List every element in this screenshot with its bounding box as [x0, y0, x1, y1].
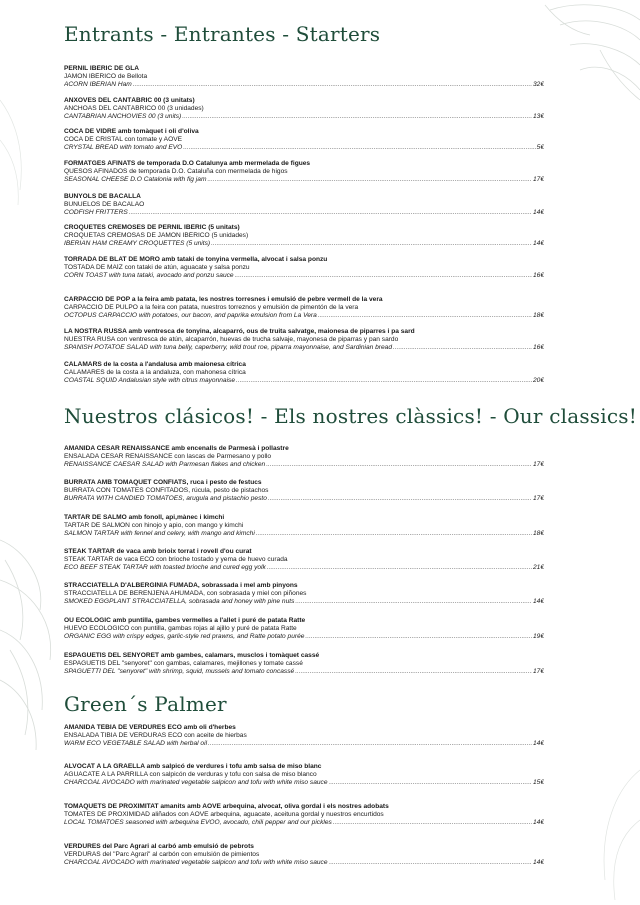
menu-item: [64, 514, 544, 539]
item-name-catalan: PERNIL IBÈRIC DE GLA: [64, 65, 139, 72]
menu-item: [64, 224, 544, 249]
item-name-spanish: BURRATA CON TOMATES CONFITADOS, rúcula, pesto de pistachos: [64, 487, 269, 495]
item-name-english: SEASONAL CHEESE D.O Catalonia with fig jam: [64, 176, 207, 184]
item-name-english-row: [64, 819, 544, 827]
item-name-spanish: COCA DE CRISTAL con tomate y AOVE: [64, 136, 182, 144]
item-name-english: RENAISSANCE CAESAR SALAD with Parmesan flakes and chicken: [64, 461, 266, 469]
item-price: 17€: [532, 495, 544, 503]
item-name-catalan: OU ECOLÒGIC amb puntilla, gambes vermelles a l'allet i puré de patata Ratte: [64, 617, 306, 624]
item-name-spanish: TOSTADA DE MAÍZ con tataki de atún, aguacate y salsa ponzu: [64, 264, 250, 272]
menu-item: [64, 652, 544, 677]
item-name-catalan: BURRATA AMB TOMAQUET CONFIATS, ruca i pesto de festucs: [64, 479, 262, 486]
item-name-catalan: COCA DE VIDRE amb tomàquet i oli d'oliva: [64, 128, 199, 135]
item-name-english-row: [64, 461, 544, 469]
item-name-spanish: AGUACATE A LA PARRILLA con salpicón de verduras y tofu con salsa de miso blanco: [64, 771, 317, 779]
item-name-english: CORN TOAST with tuna tataki, avocado and ponzu sauce: [64, 272, 234, 280]
item-name-spanish: QUESOS AFINADOS de temporada D.O. Cataluña con mermelada de higos: [64, 168, 288, 176]
item-name-english-row: [64, 377, 544, 385]
item-name-catalan: VERDURES del Parc Agrari al carbó amb emulsió de pebrots: [64, 843, 254, 850]
item-name-english: LOCAL TOMATOES seasoned with arbequina EVOO, avocado, chili pepper and our pickles: [64, 819, 332, 827]
item-name-english-row: [64, 779, 544, 787]
item-price: 15€: [532, 779, 544, 787]
item-name-english-row: [64, 495, 544, 503]
menu-item: [64, 128, 544, 153]
item-price: 17€: [532, 461, 544, 469]
item-name-english-row: [64, 344, 544, 352]
item-name-catalan: FORMATGES AFINATS de temporada D.O Catalunya amb mermelada de figues: [64, 160, 311, 167]
menu-item: [64, 361, 544, 386]
item-name-spanish: VERDURAS del "Parc Agrari" al carbón con emulsión de pimientos: [64, 851, 260, 859]
item-price: 5€: [536, 144, 544, 152]
item-name-spanish: ENSALADA CÉSAR RENAISSANCE con lascas de Parmesano y pollo: [64, 453, 272, 461]
item-name-english-row: [64, 144, 544, 152]
item-name-spanish: CROQUETAS CREMOSAS DE JAMÓN IBÉRICO (5 unidades): [64, 232, 249, 240]
item-name-english: BURRATA WITH CANDIED TOMATOES, arugula and pistachio pesto: [64, 495, 267, 503]
item-name-english: CRYSTAL BREAD with tomato and EVO: [64, 144, 183, 152]
item-name-catalan: TARTAR DE SALMÓ amb fonoll, api,mànec i kimchi: [64, 514, 225, 521]
item-name-catalan: ANXOVES DEL CANTÀBRIC 00 (3 unitats): [64, 97, 195, 104]
item-name-catalan: STRACCIATELLA D'ALBERGÍNIA FUMADA, sobrassada i mel amb pinyons: [64, 582, 298, 589]
item-name-catalan: STEAK TÀRTAR de vaca amb brioix torrat i rovell d'ou curat: [64, 548, 252, 555]
item-name-english: CHARCOAL AVOCADO with marinated vegetable salpicon and tofu with white miso sauce: [64, 779, 328, 787]
menu-item: [64, 582, 544, 607]
item-name-english: ECO BEEF STEAK TARTAR with toasted brioche and cured egg yolk: [64, 564, 266, 572]
item-name-english: CODFISH FRITTERS: [64, 209, 128, 217]
item-price: 14€: [532, 819, 544, 827]
item-name-english: ORGANIC EGG with crispy edges, garlic-style red prawns, and Ratte potato purée: [64, 633, 305, 641]
item-price: 16€: [532, 272, 544, 280]
item-price: 14€: [532, 740, 544, 748]
item-name-english: SPANISH POTATOE SALAD with tuna belly, caperberry, wild trout roe, piparra mayonnaise, and Sardinian bread: [64, 344, 393, 352]
menu-item: [64, 296, 544, 321]
item-name-english: SALMON TARTAR with fennel and celery, with mango and kimchi: [64, 530, 255, 538]
item-name-catalan: CALAMARS de la costa a l'andalusa amb maionesa cítrica: [64, 361, 246, 368]
item-name-english: WARM ECO VEGETABLE SALAD with herbal oil: [64, 740, 208, 748]
item-name-spanish: ESPAGUETIS DEL "senyoret" con gambas, calamares, mejillones y tomate cassé: [64, 660, 303, 668]
item-name-english-row: [64, 113, 544, 121]
item-name-english: SMOKED EGGPLANT STRACCIATELLA, sobrasada and honey with pine nuts: [64, 598, 295, 606]
section-title-greens: Green´s Palmer: [64, 692, 227, 716]
item-name-catalan: ESPAGUETIS DEL SENYORET amb gambes, calamars, musclos i tomàquet cassé: [64, 652, 320, 659]
menu-item: [64, 65, 544, 90]
item-price: 14€: [532, 859, 544, 867]
item-name-english-row: [64, 272, 544, 280]
item-name-spanish: STRACCIATELLA DE BERENJENA AHUMADA, con sobrasada y miel con piñones: [64, 590, 307, 598]
item-name-spanish: HUEVO ECOLÓGICO con puntilla, gambas rojas al ajillo y puré de patata Ratte: [64, 625, 297, 633]
item-name-spanish: CALAMARES de la costa a la andaluza, con mahonesa cítrica: [64, 369, 246, 377]
item-name-english-row: [64, 81, 544, 89]
menu-item: [64, 548, 544, 573]
menu-item: [64, 479, 544, 504]
item-name-catalan: BUNYOLS DE BACALLÀ: [64, 193, 141, 200]
item-price: 13€: [532, 113, 544, 121]
menu-item: [64, 617, 544, 642]
leaf-decoration-top-right-icon: [520, 0, 640, 110]
item-name-english-row: [64, 564, 544, 572]
item-name-english: CANTABRIAN ANCHOVIES 00 (3 units): [64, 113, 182, 121]
menu-item: [64, 724, 544, 749]
item-name-english: COASTAL SQUID Andalusian style with citrus mayonnaise: [64, 377, 236, 385]
section-title-starters: Entrants - Entrantes - Starters: [64, 22, 381, 46]
menu-item: [64, 160, 544, 185]
menu-item: [64, 843, 544, 868]
menu-item: [64, 97, 544, 122]
item-name-english-row: [64, 740, 544, 748]
item-name-catalan: CROQUETES CREMOSES DE PERNIL IBÈRIC (5 unitats): [64, 224, 240, 231]
item-name-english: IBERIAN HAM CREAMY CROQUETTES (5 units): [64, 240, 211, 248]
item-name-english: OCTOPUS CARPACCIO with potatoes, our bacon, and paprika emulsion from La Vera: [64, 312, 317, 320]
item-price: 20€: [532, 377, 544, 385]
menu-item: [64, 193, 544, 218]
item-name-spanish: JAMÓN IBÉRICO de Bellota: [64, 73, 148, 81]
item-name-spanish: STEAK TÁRTAR de vaca ECO con brioche tostado y yema de huevo curada: [64, 556, 288, 564]
item-name-english-row: [64, 598, 544, 606]
item-price: 32€: [532, 81, 544, 89]
item-price: 21€: [532, 564, 544, 572]
item-name-english-row: [64, 312, 544, 320]
item-name-english-row: [64, 668, 544, 676]
section-title-classics: Nuestros clásicos! - Els nostres clàssics! - Our classics!: [64, 404, 637, 428]
item-name-english-row: [64, 530, 544, 538]
menu-item: [64, 445, 544, 470]
item-price: 18€: [532, 312, 544, 320]
item-price: 17€: [532, 668, 544, 676]
item-name-english: ACORN IBERIAN Ham: [64, 81, 132, 89]
item-name-english-row: [64, 176, 544, 184]
item-name-spanish: ENSALADA TIBIA DE VERDURAS ECO con aceite de hierbas: [64, 732, 247, 740]
item-name-spanish: ANCHOAS DEL CANTÁBRICO 00 (3 unidades): [64, 105, 204, 113]
menu-item: [64, 328, 544, 353]
item-name-catalan: AMANIDA TÈBIA DE VERDURES ECO amb oli d'herbes: [64, 724, 236, 731]
item-name-spanish: NUESTRA RUSA con ventresca de atún, alcaparrón, huevas de trucha salvaje, mayonesa de piparras y pan sardo: [64, 336, 399, 344]
item-price: 14€: [532, 598, 544, 606]
item-name-english-row: [64, 209, 544, 217]
item-name-english-row: [64, 240, 544, 248]
item-name-catalan: TOMÀQUETS DE PROXIMITAT amanits amb AOVE arbequina, alvocat, oliva gordal i els nostres adobats: [64, 803, 389, 810]
item-price: 17€: [532, 176, 544, 184]
leaf-decoration-bottom-right-icon: [560, 760, 640, 905]
item-name-english: SPAGUETTI DEL "senyoret" with shrimp, squid, mussels and tomato concassé: [64, 668, 295, 676]
item-price: 19€: [532, 633, 544, 641]
item-price: 18€: [532, 530, 544, 538]
leaf-decoration-middle-left-icon: [0, 520, 70, 760]
item-name-catalan: CARPACCIO DE POP a la feira amb patata, les nostres torresnes i emulsió de pebre vermell de la vera: [64, 296, 383, 303]
item-name-spanish: TOMATES DE PROXIMIDAD aliñados con AOVE arbequina, aguacate, aceituna gordal y nuestros encurtidos: [64, 811, 384, 819]
item-price: 16€: [532, 344, 544, 352]
item-name-spanish: CARPACCIO DE PULPO a la feira con patata, nuestros torreznos y emulsión de pimentón de la vera: [64, 304, 359, 312]
item-name-english-row: [64, 633, 544, 641]
item-name-english: CHARCOAL AVOCADO with marinated vegetable salpicon and tofu with white miso sauce: [64, 859, 328, 867]
menu-item: [64, 763, 544, 788]
item-name-spanish: BUÑUELOS DE BACALAO: [64, 201, 145, 209]
item-name-catalan: LA NOSTRA RUSSA amb ventresca de tonyina, alcaparró, ous de truita salvatge, maionesa de piparres i pa sard: [64, 328, 415, 335]
item-name-catalan: TORRADA DE BLAT DE MORO amb tataki de tonyina vermella, alvocat i salsa ponzu: [64, 256, 328, 263]
item-name-spanish: TARTAR DE SALMÓN con hinojo y apio, con mango y kimchi: [64, 522, 244, 530]
item-name-catalan: ALVOCAT A LA GRAELLA amb salpicó de verdures i tofu amb salsa de miso blanc: [64, 763, 322, 770]
item-name-catalan: AMANIDA CÈSAR RENAISSANCE amb encenalls de Parmesà i pollastre: [64, 445, 289, 452]
menu-item: [64, 803, 544, 828]
item-price: 14€: [532, 209, 544, 217]
leaf-decoration-top-left-icon: [0, 90, 40, 210]
item-price: 14€: [532, 240, 544, 248]
menu-item: [64, 256, 544, 281]
item-name-english-row: [64, 859, 544, 867]
